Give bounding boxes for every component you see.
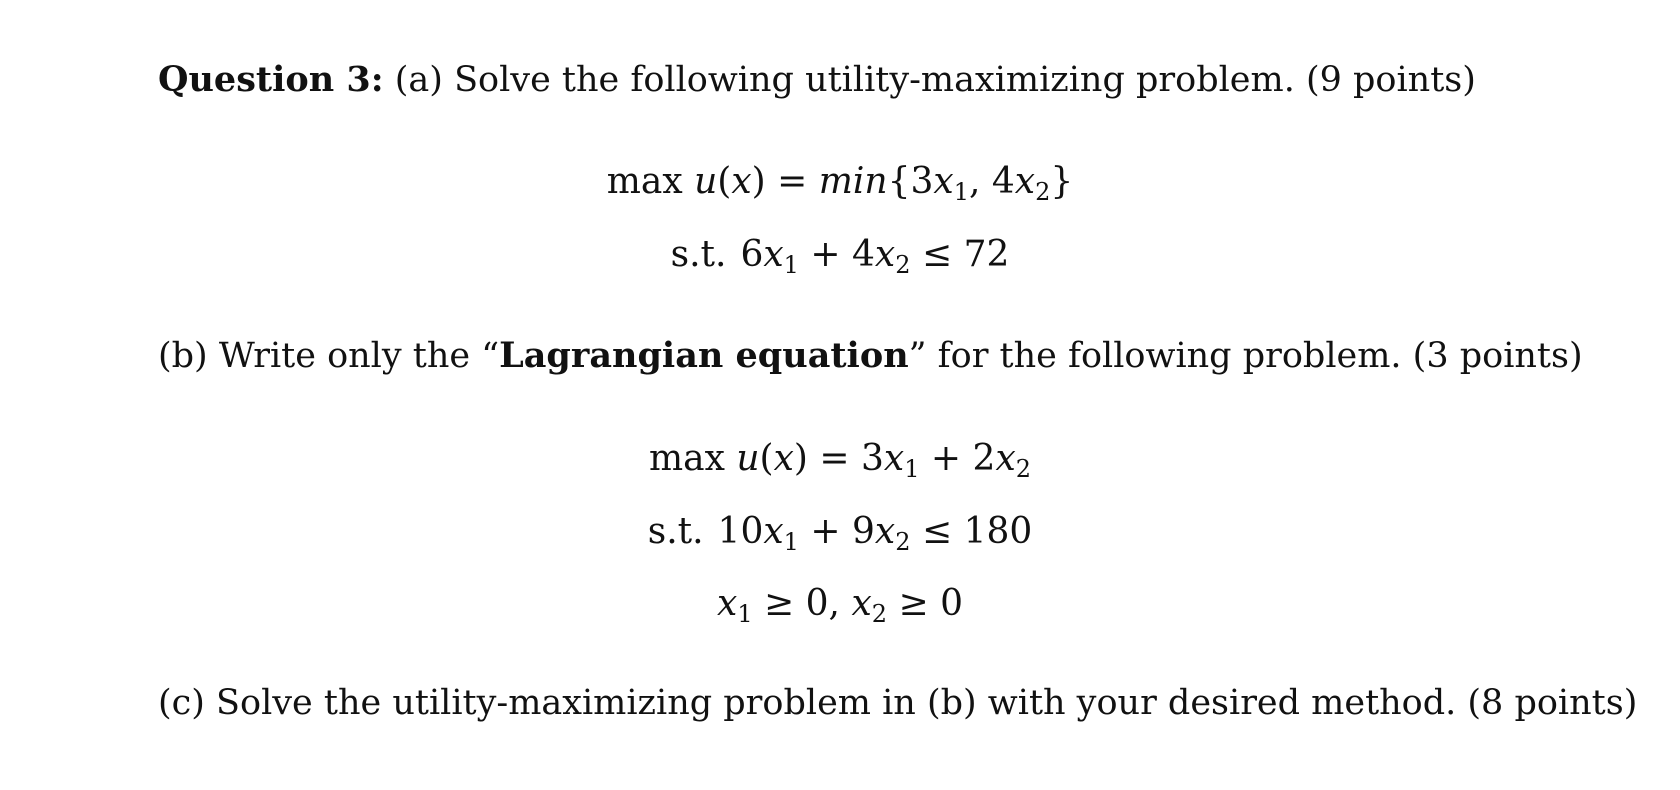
problem-b-constraint: s.t. $10x_1 + 9x_2 \le 180$: [647, 511, 1033, 556]
question-label: Question 3:: [158, 59, 384, 100]
problem-b-objective: $\max u(x) = 3x_1 + 2x_2$: [648, 438, 1032, 483]
question-3-part-c: [158, 681, 1637, 725]
part-b-suffix: ” for the following problem. (3 points): [908, 336, 1583, 376]
part-b-prefix: (b) Write only the “: [158, 336, 500, 376]
question-3-part-a: [158, 58, 1476, 102]
part-b-bold-term: Lagrangian equation: [499, 335, 909, 376]
problem-a-objective: $\max u(x) = \min\{3x_1$, $4x_2$}: [606, 161, 1074, 206]
problem-a-constraint: s.t. $6x_1 + 4x_2 \le 72$: [670, 234, 1010, 279]
problem-b-nonnegativity: $x_1 \ge 0$, $x_2 \ge 0$: [717, 583, 963, 628]
part-c-text: (c) Solve the utility-maximizing problem in (b) with your desired method. (8 points): [158, 683, 1638, 723]
part-a-text: (a) Solve the following utility-maximizing problem. (9 points): [394, 60, 1476, 100]
question-3-part-b: [158, 334, 1583, 378]
